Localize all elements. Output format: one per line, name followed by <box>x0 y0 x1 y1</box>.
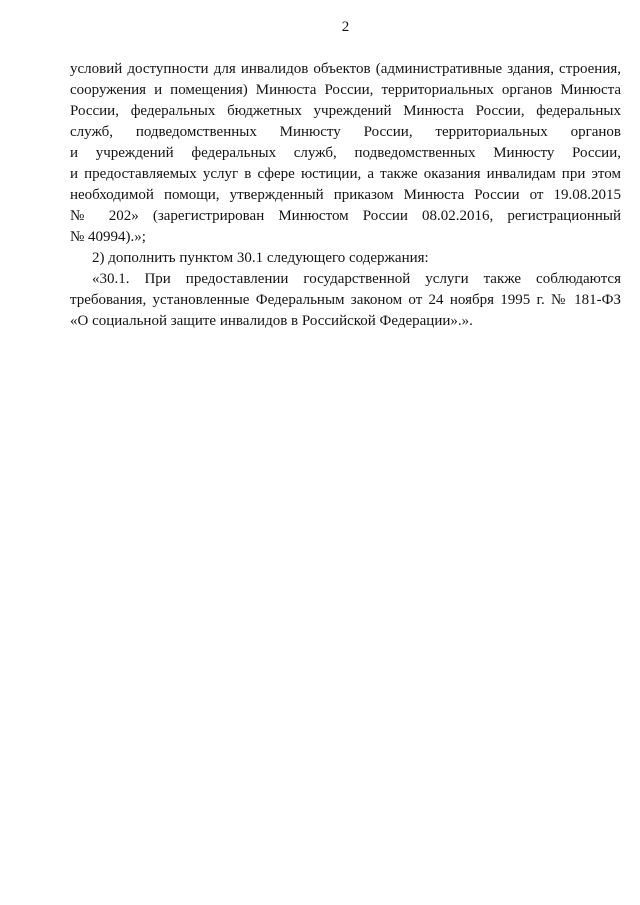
text-line: «30.1. При предоставлении государственной услуги также соблюдаются <box>92 271 621 287</box>
text-line: сооружения и помещения) Минюста России, территориальных органов Минюста <box>70 82 621 98</box>
text-line: России, федеральных бюджетных учреждений Минюста России, федеральных <box>70 103 621 119</box>
text-line: 2) дополнить пунктом 30.1 следующего содержания: <box>92 250 429 266</box>
text-line: и учреждений федеральных служб, подведомственных Минюсту России, <box>70 145 621 161</box>
text-line: служб, подведомственных Минюсту России, территориальных органов <box>70 124 621 140</box>
text-line: необходимой помощи, утвержденный приказом Минюста России от 19.08.2015 <box>70 187 621 203</box>
text-line: требования, установленные Федеральным законом от 24 ноября 1995 г. № 181-ФЗ <box>70 292 621 308</box>
text-line: условий доступности для инвалидов объектов (административные здания, строения, <box>70 61 621 77</box>
text-line: и предоставляемых услуг в сфере юстиции, а также оказания инвалидам при этом <box>70 166 621 182</box>
page-number: 2 <box>341 19 350 35</box>
text-line: № 202» (зарегистрирован Минюстом России 08.02.2016, регистрационный <box>70 208 621 224</box>
text-line: № 40994).»; <box>70 229 146 245</box>
text-line: «О социальной защите инвалидов в Российской Федерации».». <box>70 313 473 329</box>
document-body <box>70 59 621 332</box>
